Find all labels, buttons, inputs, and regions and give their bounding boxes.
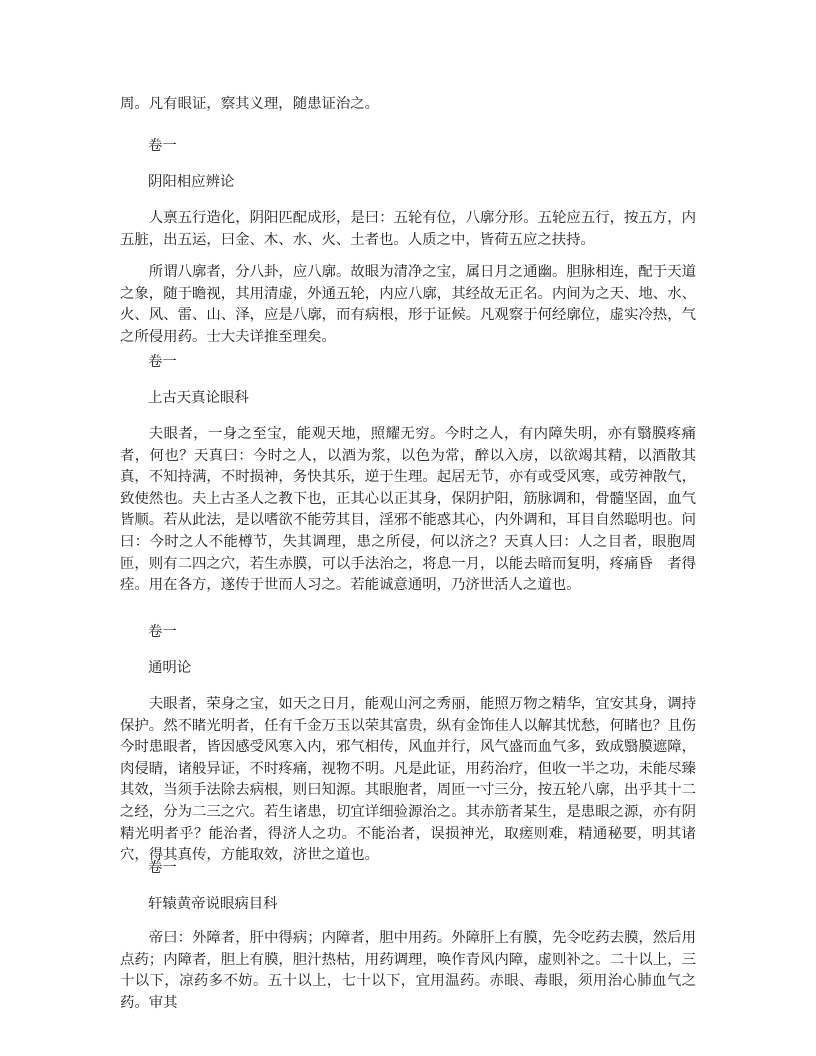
section-title: 通明论 <box>148 660 192 676</box>
volume-heading: 卷一 <box>148 624 177 640</box>
section-title: 轩辕黄帝说眼病目科 <box>148 896 278 912</box>
volume-heading: 卷一 <box>148 860 177 876</box>
section-title: 上古天真论眼科 <box>148 390 249 406</box>
paragraph: 夫眼者，一身之至宝，能观天地，照耀无穷。今时之人，有内障失明，亦有翳膜疼痛者，何也？天真曰：今时之人，以酒为浆，以色为常，醉以入房，以欲竭其精，以酒散其真，不知持满，不时损神，务快其乐，逆于生理。起居无节，亦有或受风寒，或劳神散气，致使然也。夫上古圣人之教下也，正其心以正其身，保阴护阳，筋脉调和，骨髓坚固，血气皆顺。若从此法，是以嗜欲不能劳其目，淫邪不能惑其心，内外调和，耳目自然聪明也。问曰：今时之人不能樽节，失其调理，患之所侵，何以济之？天真人曰：人之目者，眼胞周匝，则有二四之穴，若生赤膜，可以手法治之，将息一月，以能去暗而复明，疼痛昏 者得痊。用在各方，遂传于世而人习之。若能诚意通明，乃济世活人之道也。 <box>120 426 696 594</box>
paragraph: 夫眼者，荣身之宝，如天之日月，能观山河之秀丽，能照万物之精华，宜安其身，调持保护。然不睹光明者，任有千金万玉以荣其富贵，纵有金饰佳人以解其忧愁，何睹也？且伤今时患眼者，皆因感受风寒入内，邪气相传，风血并行，风气盛而血气多，致成翳膜遮障，肉侵睛，诸般异证，不时疼痛，视物不明。凡是此证，用药治疗，但收一半之功，未能尽臻其效，当须手法除去病根，则曰知源。其眼胞者，周匝一寸三分，按五轮八廓，出乎其十二之经，分为二三之穴。若生诸患，切宜详细验源治之。其赤筋者某生，是患眼之源，亦有阴精光明者乎？能治者，得济人之功。不能治者，误损神光，取瘥则难，精通秘要，明其诸穴，得其真传，方能取效，济世之道也。 <box>120 696 696 864</box>
paragraph: 人禀五行造化，阴阳匹配成形，是曰：五轮有位，八廓分形。五轮应五行，按五方，内五脏，出五运，曰金、木、水、火、土者也。人质之中，皆荷五应之扶持。 <box>120 210 696 248</box>
paragraph-opening: 周。凡有眼证，察其义理，随患证治之。 <box>120 96 380 112</box>
volume-heading: 卷一 <box>148 138 177 154</box>
volume-heading: 卷一 <box>148 354 177 370</box>
paragraph: 帝曰：外障者，肝中得病；内障者，胆中用药。外障肝上有膜，先令吃药去膜，然后用点药；内障者，胆上有膜，胆汁热枯，用药调理，唤作青风内障，虚则补之。二十以上，三十以下，凉药多不妨。五十以上，七十以下，宜用温药。赤眼、毒眼，须用治心肺血气之药。审其 <box>120 930 696 1011</box>
paragraph: 所谓八廓者，分八卦，应八廓。故眼为清净之宝，属日月之通幽。胆脉相连，配于天道之象，随于瞻视，其用清虚，外通五轮，内应八廓，其经故无正名。内间为之天、地、水、火、风、雷、山、泽，应是八廓，而有病根，形于证候。凡观察于何经廓位，虚实冷热，气之所侵用药。士大夫详推至理矣。 <box>120 264 696 345</box>
section-title: 阴阳相应辨论 <box>148 174 235 190</box>
